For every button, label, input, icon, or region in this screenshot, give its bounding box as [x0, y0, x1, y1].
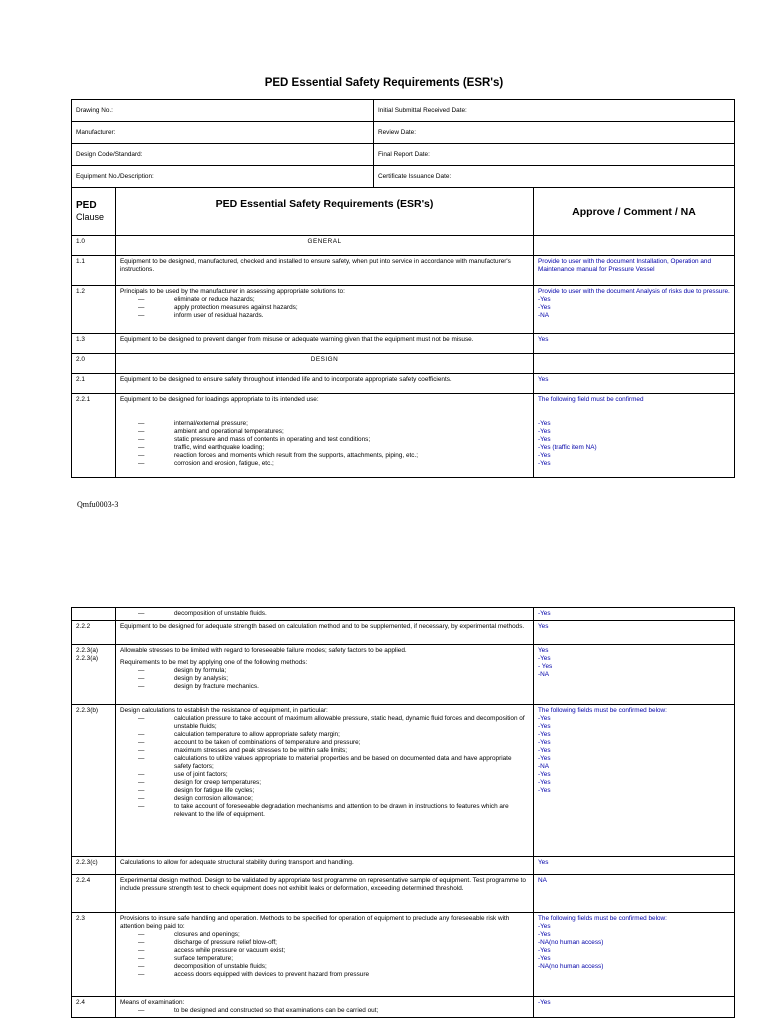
table-row [72, 236, 735, 256]
list-item [120, 747, 529, 755]
requirement-text: Experimental design method. Design to be validated by appropriate test programme on representative sample of equipment. Test programme to include pressure strength test to check equipment does not exhibit leaks or deformation, exceeding determined threshold. [120, 877, 526, 892]
dash-marker: — [138, 947, 145, 954]
answer-item: -Yes [538, 923, 551, 930]
requirement-text: Equipment to be designed for adequate strength based on calculation method and to be supplemented, if necessary, by experimental methods. [120, 623, 525, 630]
table-row [72, 997, 735, 1018]
list-item [120, 428, 529, 436]
requirement-cell [116, 857, 534, 875]
list-item-text: design corrosion allowance; [174, 795, 253, 802]
table-row [72, 394, 735, 478]
clause-cell [72, 913, 116, 997]
dash-marker: — [138, 675, 145, 682]
dash-marker: — [138, 1007, 145, 1014]
header-esr: PED Essential Safety Requirements (ESR's) [116, 188, 534, 236]
info-label-right: Certificate Issuance Date: [374, 166, 735, 188]
info-row [72, 122, 735, 144]
comment-cell [534, 645, 735, 705]
answer-item: -Yes (traffic item NA) [538, 444, 597, 451]
comment-text: Provide to user with the document Installation, Operation and Maintenance manual for Pressure Vessel [538, 258, 712, 273]
dash-marker: — [138, 436, 145, 443]
requirement-cell [116, 334, 534, 354]
answer-item: -Yes [538, 723, 551, 730]
list-item-text: design for fatigue life cycles; [174, 787, 255, 794]
info-label-left: Manufacturer: [72, 122, 374, 144]
requirement-text: Calculations to allow for adequate structural stability during transport and handling. [120, 859, 354, 866]
list-item-text: use of joint factors; [174, 771, 228, 778]
comment-cell [534, 256, 735, 286]
clause-cell [72, 645, 116, 705]
list-item [120, 675, 529, 683]
list-item [120, 436, 529, 444]
list-item-text: internal/external pressure; [174, 420, 248, 427]
comment-text: Yes [538, 376, 549, 383]
info-label-right: Final Report Date: [374, 144, 735, 166]
info-label-left: Design Code/Standard: [72, 144, 374, 166]
requirement-text: Means of examination: [120, 999, 185, 1006]
dash-marker: — [138, 460, 145, 467]
comment-cell [534, 705, 735, 857]
comment-cell [534, 621, 735, 645]
dash-marker: — [138, 715, 145, 722]
comment-cell [534, 875, 735, 913]
clause-number: 2.3 [76, 915, 85, 922]
list-item [120, 460, 529, 468]
list-item [120, 795, 529, 803]
dash-marker: — [138, 731, 145, 738]
clause-cell [72, 857, 116, 875]
clause-number: 1.0 [76, 238, 85, 245]
answer-item: -Yes [538, 747, 551, 754]
list-item-text: access doors equipped with devices to prevent hazard from pressure [174, 971, 370, 978]
info-label-right: Initial Submittal Received Date: [374, 100, 735, 122]
answer-item: -Yes [538, 460, 551, 467]
answer-item: -Yes [538, 428, 551, 435]
dash-marker: — [138, 452, 145, 459]
list-item [120, 947, 529, 955]
list-item [120, 779, 529, 787]
comment-text: The following field must be confirmed [538, 396, 644, 403]
clause-number: 1.1 [76, 258, 85, 265]
list-item-text: static pressure and mass of contents in operating and test conditions; [174, 436, 371, 443]
comment-text: Yes [538, 336, 549, 343]
clause-cell [72, 621, 116, 645]
section-heading: GENERAL [116, 236, 534, 256]
clause-cell [72, 354, 116, 374]
answer-item: -Yes [538, 999, 551, 1006]
table-row [72, 354, 735, 374]
dash-marker: — [138, 683, 145, 690]
comment-cell [534, 286, 735, 334]
list-item-text: ambient and operational temperatures; [174, 428, 284, 435]
answer-item: -Yes [538, 452, 551, 459]
requirement-cell [116, 913, 534, 997]
requirement-text: Allowable stresses to be limited with regard to foreseeable failure modes; safety factors to be applied. [120, 647, 407, 654]
table-row [72, 608, 735, 621]
header-ped: PED [76, 200, 97, 211]
dash-marker: — [138, 428, 145, 435]
table-row [72, 374, 735, 394]
clause-number: 2.2.3(c) [76, 859, 98, 866]
requirement-text: Principals to be used by the manufacturer in assessing appropriate solutions to: [120, 288, 345, 295]
list-item [120, 787, 529, 795]
list-item [120, 755, 529, 771]
clause-cell [72, 334, 116, 354]
dash-marker: — [138, 795, 145, 802]
list-item [120, 312, 529, 320]
list-item-text: inform user of residual hazards. [174, 312, 264, 319]
dash-marker: — [138, 444, 145, 451]
list-item-text: decomposition of unstable fluids. [174, 610, 267, 617]
answer-item: -Yes [538, 731, 551, 738]
clause-cell [72, 374, 116, 394]
page-title: PED Essential Safety Requirements (ESR's) [264, 77, 504, 89]
esr-table-main [71, 187, 735, 478]
list-item-text: traffic, wind earthquake loading; [174, 444, 265, 451]
info-label-left: Drawing No.: [72, 100, 374, 122]
list-item-text: reaction forces and moments which result from the supports, attachments, piping, etc.; [174, 452, 419, 459]
dash-marker: — [138, 963, 145, 970]
answer-item: -Yes [538, 610, 551, 617]
requirement-text: Equipment to be designed to ensure safety throughout intended life and to incorporate appropriate safety coefficients. [120, 376, 452, 383]
answer-item: -Yes [538, 436, 551, 443]
info-row [72, 166, 735, 188]
list-item-text: decomposition of unstable fluids; [174, 963, 267, 970]
requirement-cell [116, 374, 534, 394]
list-item-text: to take account of foreseeable degradation mechanisms and attention to be drawn in instructions to features which are relevant to the life of equipment. [174, 803, 509, 818]
answer-item: -Yes [538, 955, 551, 962]
comment-text: Yes [538, 623, 549, 630]
dash-marker: — [138, 931, 145, 938]
requirement-cell [116, 705, 534, 857]
answer-item: - Yes [538, 663, 553, 670]
header-clause: Clause [76, 212, 105, 222]
list-item [120, 296, 529, 304]
dash-marker: — [138, 787, 145, 794]
requirement-text: Design calculations to establish the resistance of equipment, in particular: [120, 707, 328, 714]
dash-marker: — [138, 296, 145, 303]
answer-item: -NA [538, 763, 550, 770]
clause-number: 2.2.3(a) 2.2.3(a) [76, 647, 99, 662]
list-item [120, 731, 529, 739]
list-item-text: design by formula; [174, 667, 227, 674]
table-row [72, 875, 735, 913]
dash-marker: — [138, 420, 145, 427]
answer-item: -NA [538, 312, 550, 319]
info-label-right: Review Date: [374, 122, 735, 144]
info-row [72, 144, 735, 166]
clause-cell [72, 997, 116, 1018]
table-row [72, 857, 735, 875]
list-item-text: closures and openings; [174, 931, 240, 938]
answer-item: -Yes [538, 655, 551, 662]
clause-number: 2.0 [76, 356, 85, 363]
comment-cell [534, 913, 735, 997]
clause-number: 1.2 [76, 288, 85, 295]
clause-number: 2.2.2 [76, 623, 91, 630]
requirement-cell [116, 875, 534, 913]
clause-cell [72, 236, 116, 256]
dash-marker: — [138, 803, 145, 810]
dash-marker: — [138, 939, 145, 946]
list-item-text: to be designed and constructed so that examinations can be carried out; [174, 1007, 379, 1014]
list-item [120, 971, 529, 979]
clause-cell [72, 256, 116, 286]
list-item-text: access while pressure or vacuum exist; [174, 947, 286, 954]
dash-marker: — [138, 779, 145, 786]
list-item-text: surface temperature; [174, 955, 233, 962]
clause-cell [72, 875, 116, 913]
list-item [120, 452, 529, 460]
dash-marker: — [138, 610, 145, 617]
list-item-text: design for creep temperatures; [174, 779, 262, 786]
info-row [72, 100, 735, 122]
list-item [120, 420, 529, 428]
list-item [120, 939, 529, 947]
comment-cell [534, 236, 735, 256]
dash-marker: — [138, 747, 145, 754]
list-item [120, 955, 529, 963]
list-item [120, 739, 529, 747]
requirement-text: Equipment to be designed to prevent danger from misuse or adequate warning given that the equipment must not be misuse. [120, 336, 474, 343]
table-row [72, 286, 735, 334]
esr-table-page1 [71, 99, 735, 188]
answer-item: -Yes [538, 715, 551, 722]
comment-cell [534, 334, 735, 354]
spacer [538, 404, 730, 420]
list-item [120, 667, 529, 675]
dash-marker: — [138, 755, 145, 762]
comment-cell [534, 997, 735, 1018]
list-item [120, 610, 529, 618]
table-row [72, 621, 735, 645]
dash-marker: — [138, 971, 145, 978]
list-item-text: maximum stresses and peak stresses to be within safe limits; [174, 747, 347, 754]
requirement-cell [116, 286, 534, 334]
answer-item: -Yes [538, 787, 551, 794]
comment-text: The following fields must be confirmed below: [538, 915, 667, 922]
answer-item: -NA(no human access) [538, 963, 604, 970]
list-item [120, 931, 529, 939]
clause-cell [72, 705, 116, 857]
table-row [72, 705, 735, 857]
info-label-left: Equipment No./Description: [72, 166, 374, 188]
list-item-text: calculation pressure to take account of maximum allowable pressure, static head, dynamic fluid forces and decomposition of unstable fluids; [174, 715, 525, 730]
list-item-text: calculation temperature to allow appropriate safety margin; [174, 731, 340, 738]
comment-text: Yes [538, 859, 549, 866]
comment-cell [534, 857, 735, 875]
dash-marker: — [138, 739, 145, 746]
clause-cell [72, 394, 116, 478]
comment-cell [534, 374, 735, 394]
clause-number: 2.2.4 [76, 877, 91, 884]
answer-item: -NA [538, 671, 550, 678]
list-item [120, 771, 529, 779]
header-clause-cell [72, 188, 116, 236]
clause-cell [72, 608, 116, 621]
requirement-text-2: Requirements to be met by applying one of the following methods: [120, 659, 308, 666]
comment-cell [534, 354, 735, 374]
requirement-cell [116, 394, 534, 478]
list-item-text: design by fracture mechanics. [174, 683, 259, 690]
requirement-cell [116, 645, 534, 705]
comment-text: The following fields must be confirmed below: [538, 707, 667, 714]
answer-item: -Yes [538, 779, 551, 786]
answer-item: -NA(no human access) [538, 939, 604, 946]
clause-number: 1.3 [76, 336, 85, 343]
answer-item: -Yes [538, 304, 551, 311]
answer-item: -Yes [538, 931, 551, 938]
requirement-cell [116, 608, 534, 621]
list-item-text: eliminate or reduce hazards; [174, 296, 255, 303]
requirement-text: Provisions to insure safe handling and operation. Methods to be specified for operation of equipment to preclude any foreseeable risk with attention being paid to: [120, 915, 510, 930]
clause-number: 2.1 [76, 376, 85, 383]
table-row [72, 256, 735, 286]
list-item-text: account to be taken of combinations of temperature and pressure; [174, 739, 361, 746]
dash-marker: — [138, 312, 145, 319]
list-item [120, 304, 529, 312]
esr-table-page2 [71, 607, 735, 1018]
dash-marker: — [138, 955, 145, 962]
requirement-text: Equipment to be designed, manufactured, checked and installed to ensure safety, when put into service in accordance with manufacturer's instructions. [120, 258, 511, 273]
list-item-text: apply protection measures against hazards; [174, 304, 298, 311]
comment-text: Provide to user with the document Analysis of risks due to pressure. [538, 288, 730, 295]
requirement-cell [116, 256, 534, 286]
answer-item: -Yes [538, 739, 551, 746]
list-item-text: design by analysis; [174, 675, 228, 682]
comment-text: Yes [538, 647, 549, 654]
form-number: Qmfu0003-3 [77, 500, 119, 509]
list-item [120, 683, 529, 691]
list-item [120, 444, 529, 452]
table-row [72, 913, 735, 997]
answer-item: -Yes [538, 296, 551, 303]
dash-marker: — [138, 304, 145, 311]
answer-item: -Yes [538, 947, 551, 954]
clause-number: 2.2.3(b) [76, 707, 99, 714]
dash-marker: — [138, 667, 145, 674]
list-item-text: calculations to utilize values appropriate to material properties and be based on documented data and have appropriate safety factors; [174, 755, 512, 770]
list-item [120, 803, 529, 819]
list-item [120, 1007, 529, 1015]
comment-cell [534, 608, 735, 621]
requirement-cell [116, 621, 534, 645]
header-approve: Approve / Comment / NA [534, 188, 735, 236]
requirement-text: Equipment to be designed for loadings appropriate to its intended use: [120, 396, 319, 403]
answer-item: -Yes [538, 771, 551, 778]
clause-cell [72, 286, 116, 334]
clause-number: 2.2.1 [76, 396, 91, 403]
table-row [72, 645, 735, 705]
answer-item: -Yes [538, 420, 551, 427]
comment-text: NA [538, 877, 547, 884]
dash-marker: — [138, 771, 145, 778]
list-item-text: corrosion and erosion, fatigue, etc.; [174, 460, 274, 467]
answer-item: -Yes [538, 755, 551, 762]
section-heading: DESIGN [116, 354, 534, 374]
list-item [120, 963, 529, 971]
comment-cell [534, 394, 735, 478]
table-row [72, 334, 735, 354]
spacer [120, 404, 529, 420]
list-item-text: discharge of pressure relief blow-off; [174, 939, 277, 946]
requirement-cell [116, 997, 534, 1018]
clause-number: 2.4 [76, 999, 85, 1006]
list-item [120, 715, 529, 731]
